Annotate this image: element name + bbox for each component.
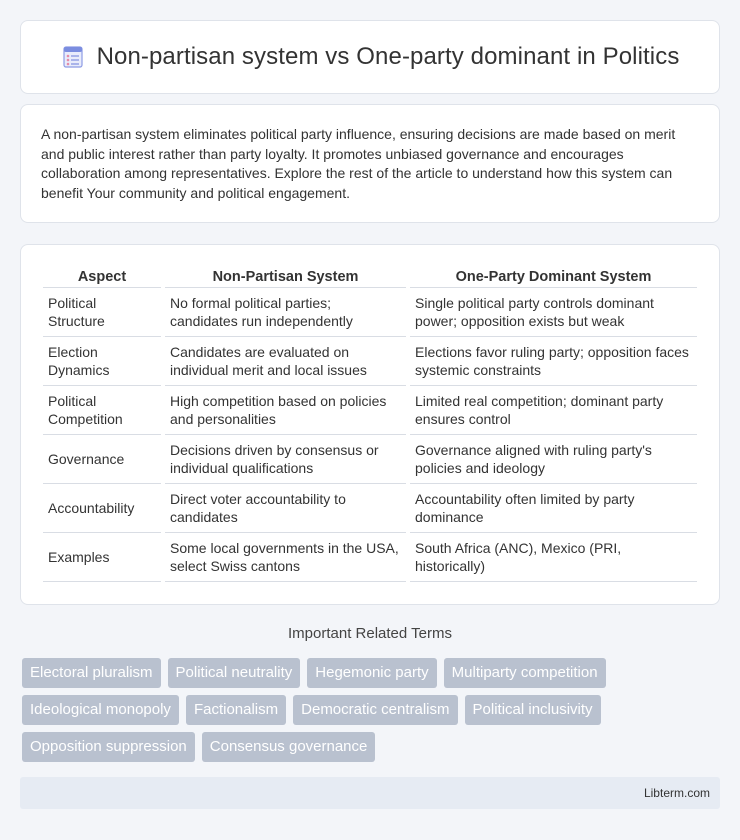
footer [20,777,720,809]
table-cell: Political Structure [43,288,161,337]
related-term-tag[interactable]: Political inclusivity [465,695,601,725]
related-term-tag[interactable]: Electoral pluralism [22,658,161,688]
table-header-row [43,265,697,288]
table-cell: Political Competition [43,386,161,435]
table-row [43,435,697,484]
related-term-tag[interactable]: Multiparty competition [444,658,606,688]
intro-card [20,104,720,223]
table-row [43,386,697,435]
related-term-tag[interactable]: Political neutrality [168,658,301,688]
related-term-tag[interactable]: Factionalism [186,695,286,725]
table-cell: Single political party controls dominant power; opposition exists but weak [410,288,697,337]
comparison-table [39,265,701,582]
intro-text: A non-partisan system eliminates political party influence, ensuring decisions are made based on merit and public interest rather than party loyalty. It promotes unbiased governance and encourages collaboration among representatives. Explore the rest of the article to understand how this system can benefit Your community and political engagement. [41,126,676,201]
table-cell: Some local governments in the USA, select Swiss cantons [165,533,406,582]
column-header-non-partisan: Non-Partisan System [165,265,406,288]
related-term-tag[interactable]: Opposition suppression [22,732,195,762]
table-cell: Decisions driven by consensus or individual qualifications [165,435,406,484]
related-terms-title: Important Related Terms [288,625,452,642]
table-cell: Elections favor ruling party; opposition faces systemic constraints [410,337,697,386]
table-row [43,484,697,533]
related-term-tag[interactable]: Hegemonic party [307,658,436,688]
title-card [20,20,720,94]
table-cell: High competition based on policies and personalities [165,386,406,435]
related-terms-list [22,658,722,762]
column-header-aspect: Aspect [43,265,161,288]
page-title: Non-partisan system vs One-party dominant in Politics [96,43,680,70]
table-cell: Election Dynamics [43,337,161,386]
table-cell: Accountability [43,484,161,533]
table-cell: Candidates are evaluated on individual merit and local issues [165,337,406,386]
related-term-tag[interactable]: Ideological monopoly [22,695,179,725]
table-cell: Governance [43,435,161,484]
table-cell: Limited real competition; dominant party ensures control [410,386,697,435]
table-row [43,288,697,337]
table-cell: Accountability often limited by party dominance [410,484,697,533]
column-header-one-party: One-Party Dominant System [410,265,697,288]
document-list-icon [61,45,85,69]
table-row [43,533,697,582]
related-term-tag[interactable]: Consensus governance [202,732,376,762]
related-term-tag[interactable]: Democratic centralism [293,695,457,725]
table-row [43,337,697,386]
footer-site-link[interactable]: Libterm.com [643,786,710,800]
table-cell: Examples [43,533,161,582]
comparison-table-card [20,244,720,605]
table-cell: Governance aligned with ruling party's policies and ideology [410,435,697,484]
table-cell: No formal political parties; candidates run independently [165,288,406,337]
table-cell: Direct voter accountability to candidates [165,484,406,533]
table-cell: South Africa (ANC), Mexico (PRI, historically) [410,533,697,582]
